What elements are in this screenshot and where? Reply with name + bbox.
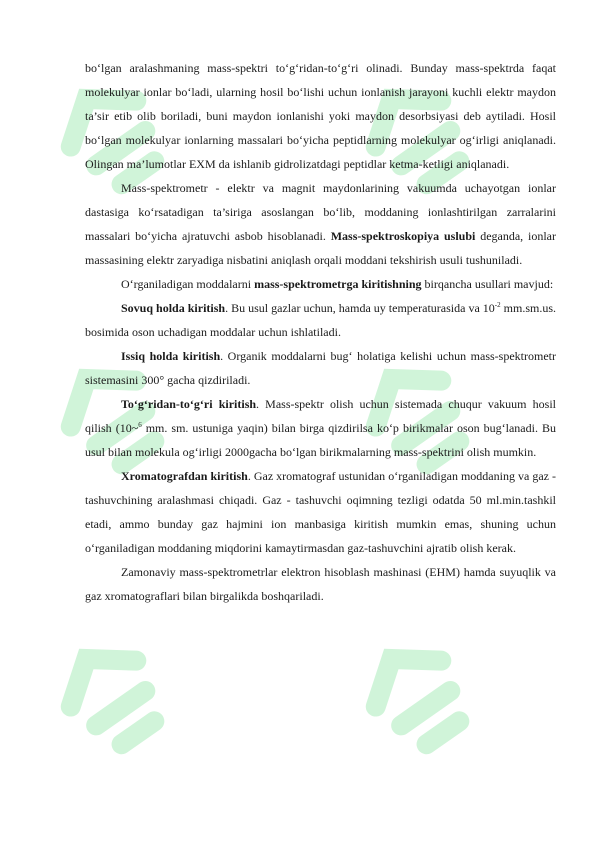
superscript: 6: [138, 421, 142, 429]
paragraph: Issiq holda kiritish. Organik moddalarni bug‘ holatiga kelishi uchun mass-spektrometr sistemasini 300° gacha qizdiriladi.: [85, 349, 556, 387]
body-text: [85, 56, 556, 608]
watermark-mark: [359, 636, 476, 756]
bold-term: mass-spektrometrga kiritishning: [254, 277, 422, 291]
paragraph: O‘rganiladigan moddalarni mass-spektrometrga kiritishning birqancha usullari mavjud:: [121, 277, 554, 291]
paragraph: Sovuq holda kiritish. Bu usul gazlar uchun, hamda uy temperaturasida va $10^{-2}$ mm.sm.us. bosimida oson uchadigan moddalar uchun ishlatiladi.: [85, 301, 556, 339]
paragraph: Xromatografdan kiritish. Gaz xromatograf ustunidan o‘rganiladigan moddaning va gaz - tashuvchining aralashmasi chiqadi. Gaz - tashuvchi oqimning tezligi odatda 50 ml.min.tashkil etadi, ammo bunday gaz hajmini ion manbasiga kiritish mumkin emas, shuning uchun o‘rganiladigan moddaning miqdorini kamaytirmasdan gaz-tashuvchini ajratib olish kerak.: [85, 469, 557, 555]
paragraph: bo‘lgan aralashmaning mass-spektri to‘g‘ridan-to‘g‘ri olinadi. Bunday mass-spektrda faqat molekulyar ionlar bo‘ladi, ularning hosil bo‘lishi uchun ionlanish jarayoni kuchli elektr maydon ta’sir etib olib boriladi, buni maydon ionlanishi yoki maydon desorbsiyasi deb aytiladi. Hosil bo‘lgan molekulyar ionlarning massalari bo‘yicha peptidlarning molekulyar og‘irligi aniqlanadi. Olingan ma’lumotlar EXM da ishlanib gidrolizatdagi peptidlar ketma-ketligi aniqlanadi.: [85, 61, 556, 171]
bold-term: Xromatografdan kiritish: [121, 469, 248, 483]
paragraph: Zamonaviy mass-spektrometrlar elektron hisoblash mashinasi (EHM) hamda suyuqlik va gaz xromatograflari bilan birgalikda boshqariladi.: [85, 565, 556, 603]
bold-term: Sovuq holda kiritish: [121, 301, 226, 315]
bold-term: To‘g‘ridan-to‘g‘ri kiritish: [121, 397, 257, 411]
superscript: -2: [494, 301, 501, 309]
bold-term: Mass-spektroskopiya uslubi: [330, 229, 476, 243]
bold-term: Issiq holda kiritish: [121, 349, 221, 363]
paragraph: Mass-spektrometr - elektr va magnit maydonlarining vakuumda uchayotgan ionlar dastasiga ko‘rsatadigan ta’siriga asoslangan bo‘lib, moddaning ionlashtirilgan zarralarini massalari bo‘yicha ajratuvchi asbob hisoblanadi. Mass-spektroskopiya uslubi deganda, ionlar massasining elektr zaryadiga nisbatini aniqlash orqali moddani tekshirish usuli tushuniladi.: [85, 181, 556, 267]
watermark-mark: [54, 636, 171, 756]
paragraph: To‘g‘ridan-to‘g‘ri kiritish. Mass-spektr olish uchun sistemada chuqur vakuum hosil qilish (10~$^6$ mm. sm. ustuniga yaqin) bilan birga qizdirilsa ko‘p birikmalar oson bug‘lanadi. Bu usul bilan molekula og‘irligi 2000gacha bo‘lgan birikmalarning mass-spektrini olish mumkin.: [85, 397, 556, 459]
